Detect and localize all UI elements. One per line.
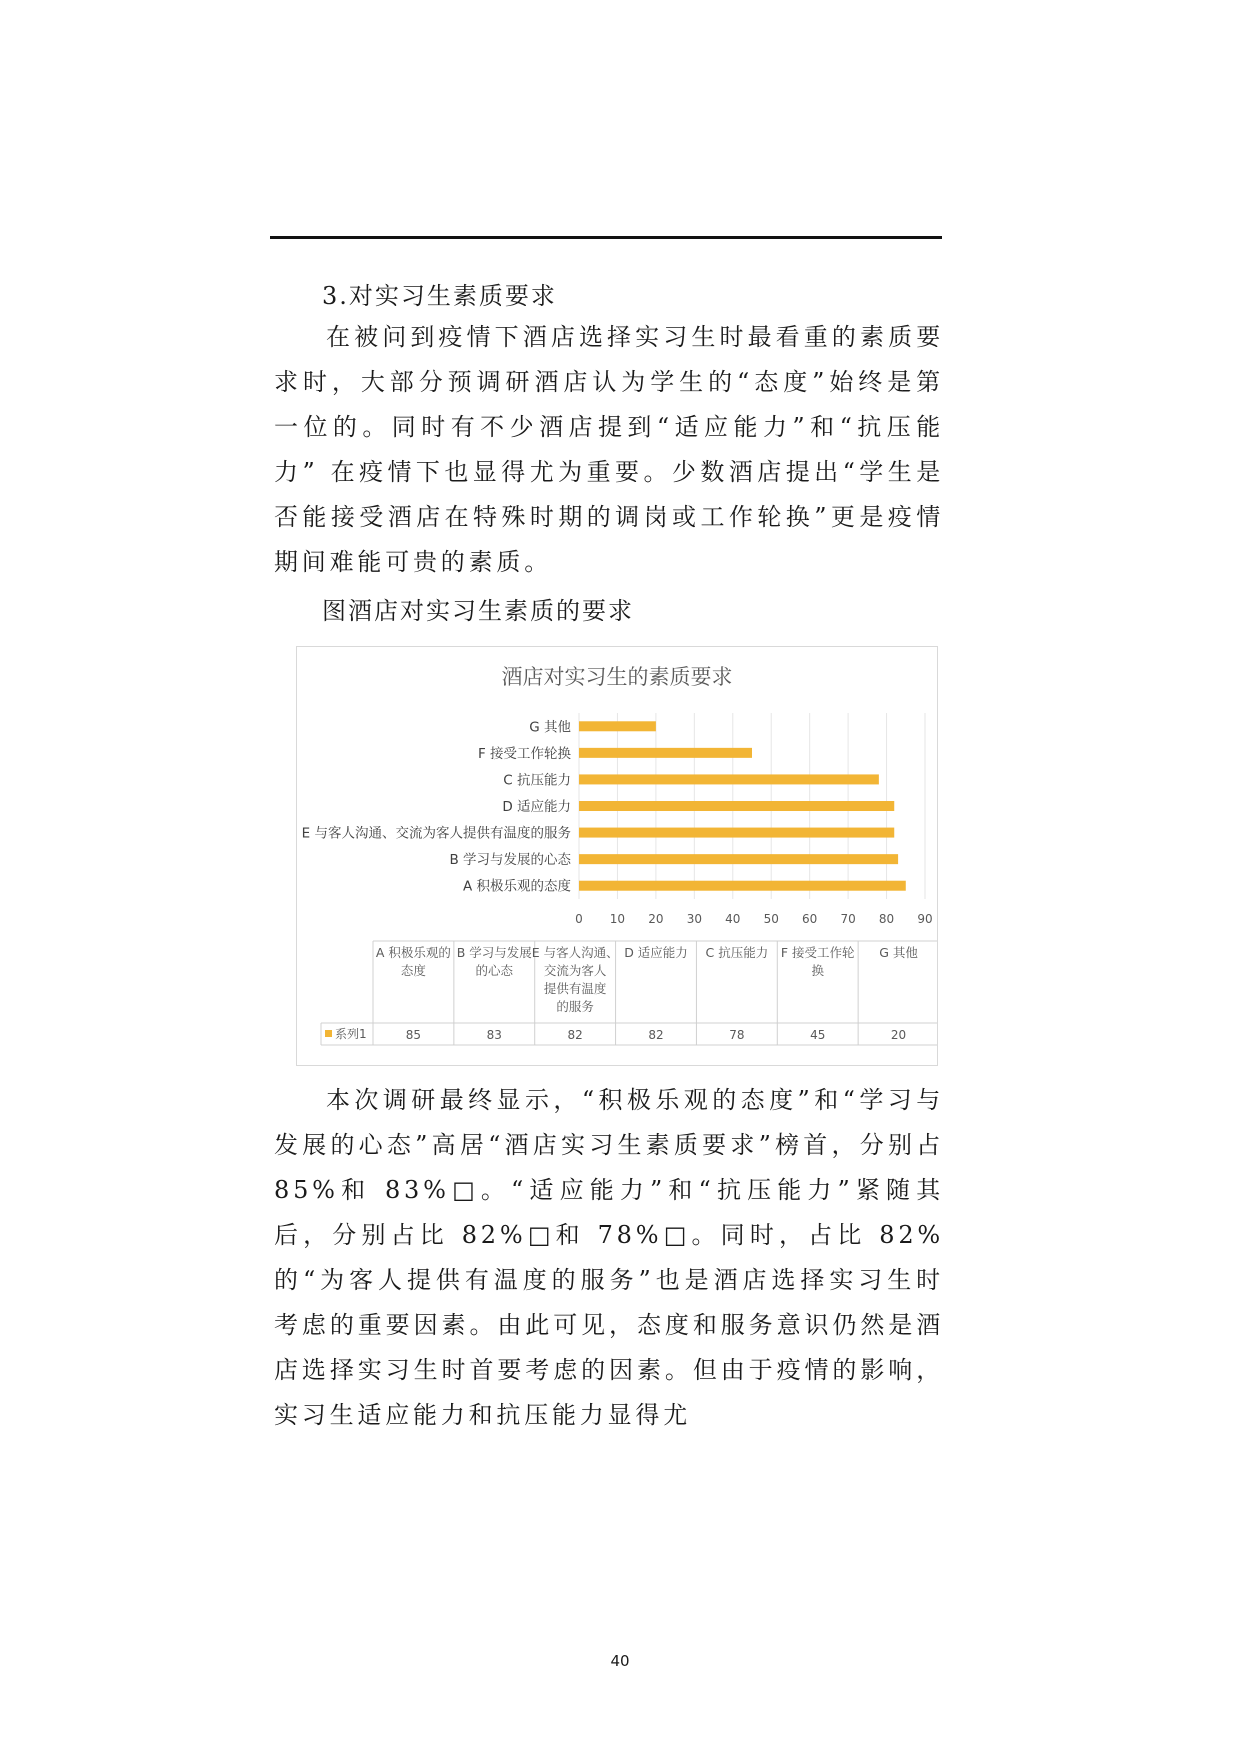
table-header-1: B 学习与发展: [456, 945, 532, 960]
table-header-2: 的服务: [556, 999, 594, 1014]
table-value-1: 83: [486, 1028, 502, 1042]
table-header-1: 的心态: [475, 963, 514, 978]
table-value-2: 82: [567, 1028, 583, 1042]
table-header-3: D 适应能力: [624, 945, 688, 960]
table-header-2: E 与客人沟通、: [531, 945, 619, 960]
x-tick-label: 70: [840, 912, 856, 926]
section-title: 3.对实习生素质要求: [322, 282, 557, 310]
chart-container: [296, 646, 938, 1066]
category-label-4: C 抗压能力: [503, 772, 571, 789]
header-rule: [270, 236, 942, 239]
paragraph-2: 本次调研最终显示，“积极乐观的态度”和“学习与发展的心态”高居“酒店实习生素质要求”榜首，分别占 85%和 83%□。“适应能力”和“抗压能力”紧随其后，分别占比 82%□和 78%□。同时，占比 82% 的“为客人提供有温度的服务”也是酒店选择实习生时考虑的重要因素。由此可见，态度和服务意识仍然是酒店选择实习生时首要考虑的因素。但由于疫情的影响，实习生适应能力和抗压能力显得尤: [274, 1086, 944, 1429]
bar-2: [579, 828, 894, 838]
bar-1: [579, 854, 898, 864]
table-value-4: 78: [729, 1028, 745, 1042]
legend-swatch: [325, 1030, 332, 1037]
table-header-6: G 其他: [879, 945, 918, 960]
paragraph-1: 在被问到疫情下酒店选择实习生时最看重的素质要求时，大部分预调研酒店认为学生的“态度”始终是第一位的。同时有不少酒店提到“适应能力”和“抗压能力” 在疫情下也显得尤为重要。少数酒店提出“学生是否能接受酒店在特殊时期的调岗或工作轮换”更是疫情期间难能可贵的素质。: [274, 323, 944, 576]
table-header-2: 交流为客人: [543, 963, 607, 978]
table-header-4: C 抗压能力: [705, 945, 769, 960]
table-header-2: 提供有温度: [543, 981, 607, 996]
category-label-0: A 积极乐观的态度: [462, 878, 571, 895]
bar-0: [579, 881, 906, 891]
x-tick-label: 10: [609, 912, 626, 926]
figure-caption: 图酒店对实习生素质的要求: [322, 597, 634, 625]
chart-title: 酒店对实习生的素质要求: [501, 665, 733, 689]
bar-chart: [297, 647, 937, 1065]
table-value-3: 82: [648, 1028, 664, 1042]
category-label-6: G 其他: [529, 719, 571, 736]
bar-6: [579, 721, 656, 731]
table-header-0: A 积极乐观的: [375, 945, 451, 960]
bar-4: [579, 774, 879, 784]
bar-5: [579, 748, 752, 758]
category-label-2: E 与客人沟通、交流为客人提供有温度的服务: [301, 825, 571, 842]
x-tick-label: 50: [763, 912, 779, 926]
bar-3: [579, 801, 894, 811]
table-header-5: 换: [811, 963, 824, 978]
table-value-6: 20: [890, 1028, 907, 1042]
category-label-5: F 接受工作轮换: [477, 745, 571, 762]
table-value-5: 45: [810, 1028, 826, 1042]
table-value-0: 85: [405, 1028, 422, 1042]
x-tick-label: 60: [802, 912, 818, 926]
x-tick-label: 80: [878, 912, 895, 926]
table-header-5: F 接受工作轮: [780, 945, 855, 960]
x-tick-label: 20: [648, 912, 664, 926]
x-tick-label: 30: [686, 912, 702, 926]
x-tick-label: 40: [725, 912, 741, 926]
series-name: 系列1: [335, 1027, 367, 1041]
x-tick-label: 0: [575, 912, 583, 926]
category-label-3: D 适应能力: [502, 799, 571, 815]
page-number: 40: [610, 1652, 630, 1670]
category-label-1: B 学习与发展的心态: [449, 852, 571, 869]
table-header-0: 态度: [400, 963, 426, 978]
x-tick-label: 90: [917, 912, 933, 926]
